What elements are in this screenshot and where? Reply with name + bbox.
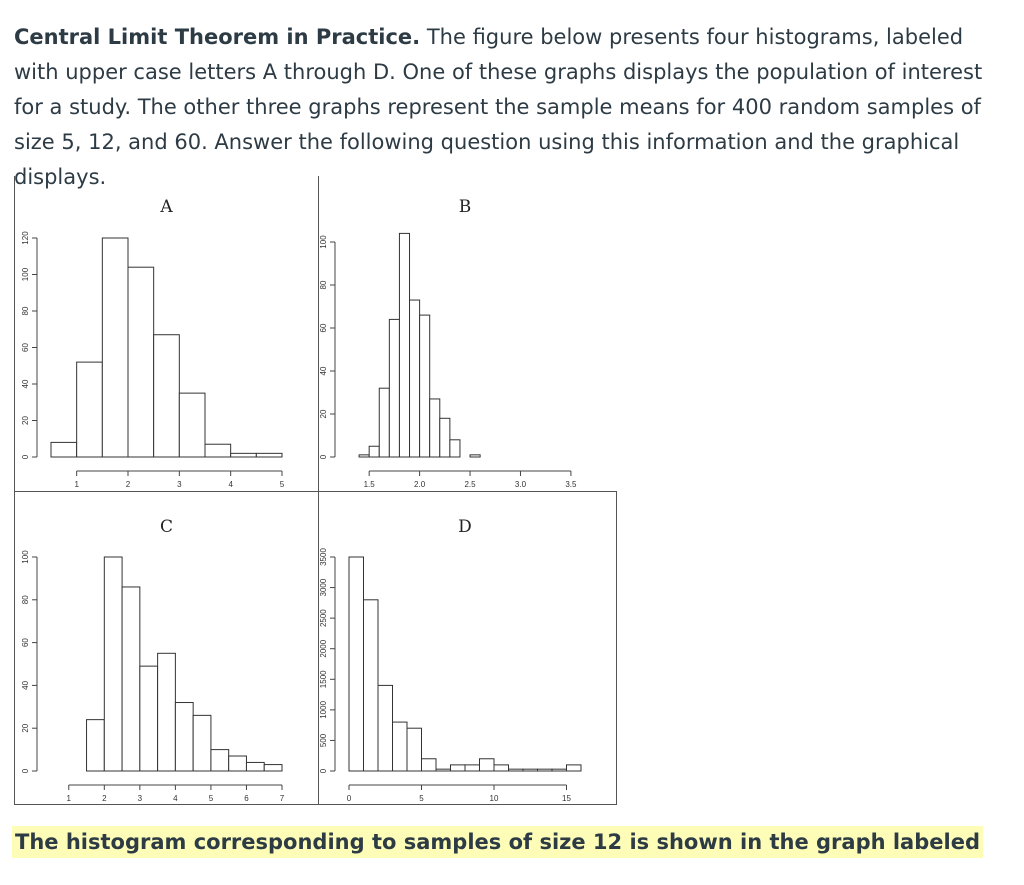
histogram-bar-d: [494, 765, 509, 771]
histogram-figure: [14, 176, 617, 805]
y-tick-label-c: 40: [21, 680, 30, 690]
histogram-bar-d: [567, 765, 582, 771]
y-tick-label-d: 0: [319, 768, 328, 774]
x-tick-label-a: 1: [74, 480, 79, 489]
histogram-bar-c: [140, 666, 158, 771]
intro-paragraph: [14, 20, 1014, 195]
histogram-bar-b: [359, 455, 369, 457]
intro-lead: Central Limit Theorem in Practice.: [14, 25, 421, 49]
x-tick-label-a: 3: [177, 480, 182, 489]
panel-title-b: B: [458, 197, 472, 217]
y-tick-label-a: 80: [21, 306, 30, 316]
histogram-bar-d: [509, 769, 524, 771]
y-tick-label-b: 40: [319, 366, 328, 376]
panel-title-d: D: [458, 517, 472, 537]
histogram-bar-c: [87, 720, 105, 771]
y-tick-label-a: 0: [21, 454, 30, 460]
histogram-bar-d: [465, 765, 480, 771]
histogram-bar-b: [470, 455, 480, 457]
histogram-bar-d: [364, 600, 379, 771]
x-tick-label-d: 5: [419, 794, 424, 803]
histogram-bar-a: [256, 453, 282, 457]
question-text: The histogram corresponding to samples of size 12 is shown in the graph labeled: [12, 826, 983, 858]
y-tick-label-a: 60: [21, 343, 30, 352]
y-tick-label-a: 40: [21, 379, 30, 389]
histogram-bar-b: [369, 446, 379, 457]
x-tick-label-c: 4: [173, 794, 178, 803]
y-tick-label-d: 2000: [319, 639, 328, 658]
histogram-bar-d: [407, 728, 422, 771]
y-tick-label-a: 20: [21, 416, 30, 425]
x-tick-label-c: 2: [102, 794, 107, 803]
y-tick-label-b: 60: [319, 323, 328, 333]
y-tick-label-c: 60: [21, 638, 30, 648]
y-tick-label-d: 500: [319, 733, 328, 748]
histogram-bar-c: [104, 557, 122, 771]
y-tick-label-b: 80: [319, 280, 328, 290]
histogram-bar-d: [480, 759, 495, 771]
x-tick-label-d: 10: [489, 794, 499, 803]
histogram-bar-b: [450, 440, 460, 457]
histogram-bar-b: [399, 233, 409, 457]
histogram-bar-c: [158, 653, 176, 771]
histogram-bar-c: [175, 703, 193, 771]
histogram-bar-a: [77, 362, 103, 457]
histogram-bar-a: [231, 453, 257, 457]
histogram-bar-c: [122, 587, 140, 771]
y-tick-label-b: 20: [319, 409, 328, 419]
y-tick-label-c: 100: [21, 550, 30, 564]
intro-text: The figure below presents four histograms, labeled with upper case letters A through D. One of these graphs displays the population of interest for a study. The other three graphs represent the sample means for 400 random samples of size 5, 12, and 60. Answer the following question using this information and the graphical displays.: [14, 25, 983, 189]
y-tick-label-a: 100: [21, 267, 30, 282]
y-tick-label-d: 2500: [319, 609, 328, 628]
x-tick-label-b: 2.0: [414, 480, 426, 489]
x-tick-label-d: 0: [346, 794, 352, 803]
histogram-bar-a: [51, 442, 77, 457]
histogram-bar-d: [451, 765, 466, 771]
histogram-bar-b: [389, 319, 399, 457]
x-tick-label-c: 6: [244, 794, 249, 803]
x-tick-label-b: 3.0: [514, 480, 527, 489]
x-tick-label-d: 15: [562, 794, 571, 803]
histogram-bar-a: [205, 444, 231, 457]
x-tick-label-a: 4: [228, 480, 233, 489]
histogram-bar-d: [422, 759, 437, 771]
histogram-bar-c: [229, 756, 247, 771]
histogram-bar-a: [102, 238, 128, 457]
histogram-bar-d: [552, 769, 567, 771]
histogram-bar-d: [436, 769, 451, 771]
x-tick-label-c: 5: [208, 794, 214, 803]
x-tick-label-b: 2.5: [464, 480, 476, 489]
histogram-bar-c: [264, 765, 282, 771]
y-tick-label-a: 120: [21, 231, 30, 245]
histogram-bar-b: [379, 388, 389, 457]
x-tick-label-a: 5: [279, 480, 285, 489]
y-tick-label-b: 0: [319, 454, 328, 460]
histogram-bar-b: [430, 399, 440, 457]
y-tick-label-c: 0: [21, 768, 30, 774]
y-tick-label-d: 3000: [319, 578, 328, 597]
y-tick-label-b: 100: [319, 235, 328, 249]
histogram-bar-a: [179, 393, 205, 457]
histogram-bar-d: [378, 685, 393, 771]
y-tick-label-c: 20: [21, 723, 30, 733]
x-tick-label-a: 2: [125, 480, 131, 489]
histogram-bar-b: [440, 418, 450, 457]
histogram-grid: [14, 176, 617, 805]
histogram-bar-d: [393, 722, 408, 771]
x-tick-label-b: 1.5: [363, 480, 375, 489]
panel-title-c: C: [159, 517, 174, 537]
histogram-bar-b: [410, 300, 420, 457]
histogram-bar-c: [246, 762, 264, 771]
y-tick-label-d: 1500: [319, 670, 328, 689]
histogram-bar-c: [211, 750, 229, 771]
histogram-bar-a: [128, 267, 154, 457]
histogram-bar-d: [538, 769, 553, 771]
y-tick-label-d: 1000: [319, 700, 328, 719]
histogram-bar-d: [349, 557, 364, 771]
panel-title-a: A: [160, 197, 173, 217]
x-tick-label-c: 1: [66, 794, 71, 803]
histogram-bar-c: [193, 715, 211, 771]
x-tick-label-b: 3.5: [565, 480, 577, 489]
y-tick-label-c: 80: [21, 595, 30, 605]
histogram-bar-d: [523, 769, 538, 771]
x-tick-label-c: 7: [279, 794, 285, 803]
x-tick-label-c: 3: [137, 794, 143, 803]
histogram-bar-b: [420, 315, 430, 457]
histogram-bar-a: [154, 335, 180, 457]
y-tick-label-d: 3500: [319, 548, 328, 566]
